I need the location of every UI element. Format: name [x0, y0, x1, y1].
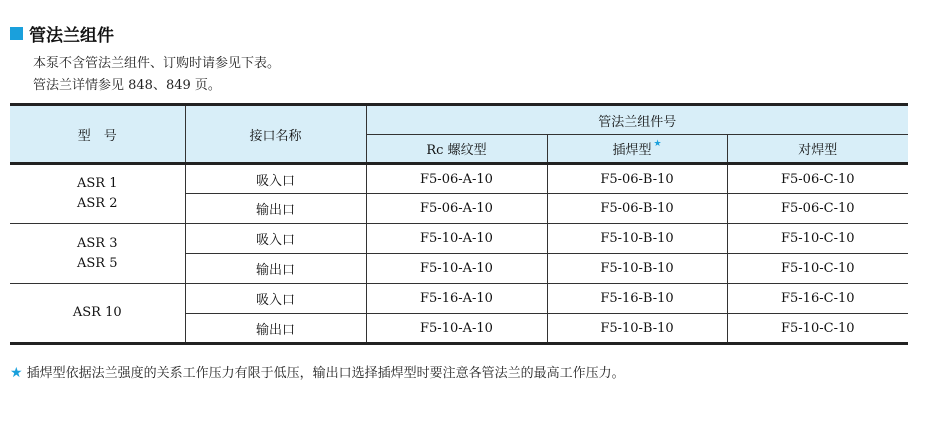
rc-cell: F5-10-A-10	[366, 224, 547, 254]
model-name: ASR 3	[77, 235, 118, 251]
butt-cell: F5-10-C-10	[727, 224, 908, 254]
port-cell: 输出口	[185, 194, 366, 224]
port-cell: 吸入口	[185, 224, 366, 254]
section-title	[10, 22, 114, 44]
socket-cell: F5-16-B-10	[547, 284, 727, 314]
socket-cell: F5-06-B-10	[547, 164, 727, 194]
footnote	[10, 362, 625, 381]
rc-cell: F5-10-A-10	[366, 254, 547, 284]
socket-cell: F5-10-B-10	[547, 314, 727, 344]
header-socket	[547, 135, 727, 164]
header-rc: Rc 螺纹型	[366, 135, 547, 164]
model-name: ASR 5	[77, 255, 118, 271]
rc-cell: F5-06-A-10	[366, 194, 547, 224]
rc-cell: F5-06-A-10	[366, 164, 547, 194]
flange-assembly-table	[10, 103, 908, 345]
model-name: ASR 2	[77, 196, 118, 211]
star-icon: ★	[653, 139, 662, 149]
header-group: 管法兰组件号	[366, 105, 908, 135]
header-socket-label: 插焊型	[612, 143, 652, 158]
socket-cell: F5-10-B-10	[547, 224, 727, 254]
header-model: 型 号	[10, 105, 185, 164]
model-name: ASR 10	[72, 305, 122, 320]
rc-cell: F5-10-A-10	[366, 314, 547, 344]
socket-cell: F5-06-B-10	[547, 194, 727, 224]
butt-cell: F5-06-C-10	[727, 194, 908, 224]
port-cell: 输出口	[185, 314, 366, 344]
note-line-1: 本泵不含管法兰组件、订购时请参见下表。	[33, 56, 281, 71]
header-butt: 对焊型	[727, 135, 908, 164]
footnote-text: 插焊型依据法兰强度的关系工作压力有限于低压，输出口选择插焊型时要注意各管法兰的最高工作压力。	[26, 366, 625, 381]
section-title-text: 管法兰组件	[29, 25, 114, 46]
section-marker-icon	[10, 27, 23, 40]
table-row	[10, 284, 908, 314]
port-cell: 吸入口	[185, 284, 366, 314]
star-icon: ★	[10, 365, 23, 381]
butt-cell: F5-10-C-10	[781, 320, 855, 336]
model-name: ASR 1	[77, 176, 118, 191]
socket-cell: F5-10-B-10	[547, 254, 727, 284]
model-cell	[10, 164, 185, 224]
note-line-2: 管法兰详情参见 848、849 页。	[33, 78, 221, 93]
butt-cell: F5-10-C-10	[727, 254, 908, 284]
model-cell	[10, 284, 185, 344]
table-row	[10, 164, 908, 194]
model-cell	[10, 224, 185, 284]
table-row	[10, 224, 908, 254]
header-port: 接口名称	[185, 105, 366, 164]
butt-cell: F5-16-C-10	[727, 284, 908, 314]
butt-cell: F5-06-C-10	[727, 164, 908, 194]
port-cell: 吸入口	[185, 164, 366, 194]
rc-cell: F5-16-A-10	[366, 284, 547, 314]
port-cell: 输出口	[185, 254, 366, 284]
